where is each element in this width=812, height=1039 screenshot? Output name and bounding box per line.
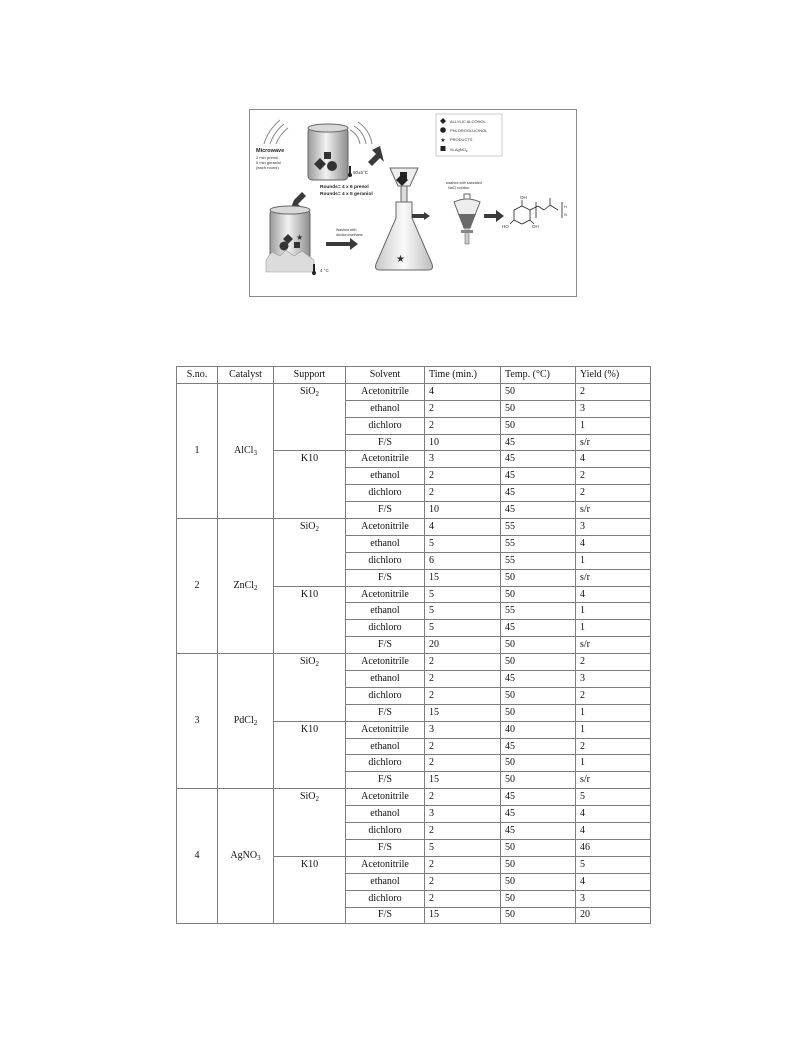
cell-temp: 50 bbox=[501, 637, 576, 654]
cell-yield: 2 bbox=[576, 654, 651, 671]
arrow-to-flask-icon bbox=[326, 238, 358, 250]
cell-time: 2 bbox=[425, 417, 501, 434]
molecule-n: N bbox=[564, 212, 567, 217]
cell-solvent: ethanol bbox=[346, 468, 425, 485]
cell-yield: s/r bbox=[576, 569, 651, 586]
cell-solvent: F/S bbox=[346, 839, 425, 856]
cell-solvent: dichloro bbox=[346, 687, 425, 704]
catalyst-formula: ZnCl bbox=[233, 580, 255, 592]
header-solvent: Solvent bbox=[346, 367, 425, 384]
arrow-to-funnel-icon bbox=[368, 146, 384, 166]
cell-solvent: Acetonitrile bbox=[346, 383, 425, 400]
cell-solvent: ethanol bbox=[346, 603, 425, 620]
cell-yield: 5 bbox=[576, 856, 651, 873]
cell-temp: 50 bbox=[501, 839, 576, 856]
cell-support bbox=[274, 654, 346, 722]
cell-yield: s/r bbox=[576, 434, 651, 451]
cell-time: 15 bbox=[425, 772, 501, 789]
catalyst-subscript: 3 bbox=[253, 448, 257, 457]
cell-yield: 2 bbox=[576, 687, 651, 704]
cell-time: 5 bbox=[425, 586, 501, 603]
cell-solvent: ethanol bbox=[346, 671, 425, 688]
cell-solvent: dichloro bbox=[346, 823, 425, 840]
header-time: Time (min.) bbox=[425, 367, 501, 384]
cell-solvent: F/S bbox=[346, 772, 425, 789]
cell-yield: 4 bbox=[576, 823, 651, 840]
cold-jar-icon bbox=[266, 206, 314, 272]
cell-solvent: ethanol bbox=[346, 400, 425, 417]
microwave-line-1: 2 min prenol bbox=[256, 155, 279, 160]
legend-label-allylic: ALLYLIC ALCOHOL bbox=[450, 119, 486, 124]
cell-temp: 45 bbox=[501, 671, 576, 688]
cell-temp: 50 bbox=[501, 772, 576, 789]
cell-yield: 5 bbox=[576, 789, 651, 806]
cell-time: 2 bbox=[425, 485, 501, 502]
cell-sno: 4 bbox=[177, 789, 218, 924]
cell-yield: 1 bbox=[576, 552, 651, 569]
cell-time: 3 bbox=[425, 451, 501, 468]
legend-label-si-agno3: Si-AgNO$_3$ bbox=[450, 147, 468, 153]
legend-label-products: PRODUCTS bbox=[450, 137, 473, 142]
cell-time: 4 bbox=[425, 519, 501, 536]
cell-solvent: F/S bbox=[346, 907, 425, 924]
cell-temp: 50 bbox=[501, 586, 576, 603]
cell-yield: 20 bbox=[576, 907, 651, 924]
cell-sno: 3 bbox=[177, 654, 218, 789]
cell-time: 6 bbox=[425, 552, 501, 569]
cell-time: 2 bbox=[425, 823, 501, 840]
cell-yield: 4 bbox=[576, 451, 651, 468]
cell-solvent: dichloro bbox=[346, 417, 425, 434]
support-name: K10 bbox=[300, 858, 319, 870]
erlenmeyer-flask-icon bbox=[376, 202, 433, 270]
molecule-h: H bbox=[564, 204, 567, 209]
cell-temp: 45 bbox=[501, 823, 576, 840]
cell-time: 15 bbox=[425, 569, 501, 586]
table-header-row bbox=[177, 367, 651, 384]
temp-cold-label: 4 °C bbox=[320, 268, 329, 273]
microwave-title: Microwave bbox=[256, 148, 285, 154]
cell-temp: 45 bbox=[501, 468, 576, 485]
cell-solvent: F/S bbox=[346, 637, 425, 654]
cell-time: 5 bbox=[425, 839, 501, 856]
cell-temp: 45 bbox=[501, 451, 576, 468]
header-support: Support bbox=[274, 367, 346, 384]
cell-catalyst bbox=[218, 383, 274, 518]
cell-temp: 50 bbox=[501, 755, 576, 772]
catalyst-formula: PdCl bbox=[233, 715, 254, 727]
cell-temp: 50 bbox=[501, 704, 576, 721]
cell-time: 2 bbox=[425, 755, 501, 772]
process-diagram bbox=[250, 110, 576, 296]
cell-yield: 4 bbox=[576, 586, 651, 603]
cell-solvent: ethanol bbox=[346, 535, 425, 552]
table-row bbox=[177, 789, 651, 806]
cell-temp: 45 bbox=[501, 738, 576, 755]
cell-temp: 50 bbox=[501, 890, 576, 907]
cell-time: 2 bbox=[425, 856, 501, 873]
cell-temp: 40 bbox=[501, 721, 576, 738]
cell-time: 2 bbox=[425, 890, 501, 907]
cell-support bbox=[274, 721, 346, 789]
header-catalyst: Catalyst bbox=[218, 367, 274, 384]
cell-solvent: F/S bbox=[346, 434, 425, 451]
molecule-oh-left: HO bbox=[502, 224, 509, 229]
cell-solvent: dichloro bbox=[346, 755, 425, 772]
cell-time: 3 bbox=[425, 806, 501, 823]
cell-temp: 45 bbox=[501, 502, 576, 519]
cell-time: 4 bbox=[425, 383, 501, 400]
cell-time: 2 bbox=[425, 468, 501, 485]
table-row bbox=[177, 383, 651, 400]
support-name: K10 bbox=[300, 453, 319, 465]
cell-support bbox=[274, 383, 346, 451]
molecule-oh-top: OH bbox=[520, 195, 527, 200]
cell-solvent: Acetonitrile bbox=[346, 789, 425, 806]
cell-yield: s/r bbox=[576, 637, 651, 654]
cell-yield: 1 bbox=[576, 755, 651, 772]
cell-support bbox=[274, 789, 346, 857]
support-name: K10 bbox=[300, 588, 319, 600]
cell-solvent: dichloro bbox=[346, 552, 425, 569]
molecule-oh-right: OH bbox=[532, 224, 539, 229]
cell-solvent: Acetonitrile bbox=[346, 654, 425, 671]
cell-yield: 4 bbox=[576, 873, 651, 890]
cell-time: 10 bbox=[425, 434, 501, 451]
catalyst-subscript: 2 bbox=[253, 719, 258, 728]
cell-temp: 55 bbox=[501, 603, 576, 620]
cell-sno: 2 bbox=[177, 519, 218, 654]
cell-yield: 3 bbox=[576, 519, 651, 536]
cell-temp: 50 bbox=[501, 654, 576, 671]
cell-time: 2 bbox=[425, 671, 501, 688]
cell-temp: 50 bbox=[501, 873, 576, 890]
support-subscript: 2 bbox=[315, 660, 320, 669]
cell-temp: 50 bbox=[501, 856, 576, 873]
legend-circle-icon bbox=[440, 127, 446, 133]
cell-time: 5 bbox=[425, 620, 501, 637]
cell-temp: 45 bbox=[501, 806, 576, 823]
cell-solvent: Acetonitrile bbox=[346, 451, 425, 468]
cell-time: 2 bbox=[425, 400, 501, 417]
cell-yield: 46 bbox=[576, 839, 651, 856]
rounds-prenol: Rounds= 4 x 6 prenol bbox=[320, 185, 369, 190]
cell-time: 10 bbox=[425, 502, 501, 519]
cell-yield: 2 bbox=[576, 485, 651, 502]
cell-yield: 2 bbox=[576, 738, 651, 755]
cell-solvent: Acetonitrile bbox=[346, 856, 425, 873]
cell-temp: 50 bbox=[501, 383, 576, 400]
cell-support bbox=[274, 856, 346, 924]
washed-dcm-line-1: Washed with bbox=[336, 228, 357, 232]
cell-support bbox=[274, 519, 346, 587]
cell-solvent: F/S bbox=[346, 704, 425, 721]
table-row bbox=[177, 654, 651, 671]
support-subscript: 2 bbox=[315, 525, 320, 534]
header-yield: Yield (%) bbox=[576, 367, 651, 384]
cell-temp: 55 bbox=[501, 552, 576, 569]
cell-solvent: F/S bbox=[346, 502, 425, 519]
rounds-geraniol: Rounds= 4 x 5 geraniol bbox=[320, 192, 373, 197]
cell-solvent: ethanol bbox=[346, 806, 425, 823]
microwave-line-3: (each round) bbox=[256, 165, 279, 170]
cell-solvent: dichloro bbox=[346, 620, 425, 637]
support-subscript: 2 bbox=[315, 389, 320, 398]
cell-temp: 50 bbox=[501, 907, 576, 924]
temp-hot-label: 50±5°C bbox=[353, 170, 369, 175]
cell-yield: 3 bbox=[576, 400, 651, 417]
cell-solvent: ethanol bbox=[346, 873, 425, 890]
cell-yield: s/r bbox=[576, 772, 651, 789]
cell-yield: 1 bbox=[576, 620, 651, 637]
cell-catalyst bbox=[218, 519, 274, 654]
cell-time: 2 bbox=[425, 654, 501, 671]
cell-temp: 50 bbox=[501, 569, 576, 586]
separatory-funnel-icon bbox=[454, 194, 480, 244]
microwave-jar-icon bbox=[308, 124, 348, 180]
table-row bbox=[177, 519, 651, 536]
header-sno: S.no. bbox=[177, 367, 218, 384]
figure-legend bbox=[436, 114, 502, 156]
support-name: SiO bbox=[299, 656, 316, 668]
cell-yield: 1 bbox=[576, 704, 651, 721]
cell-solvent: Acetonitrile bbox=[346, 721, 425, 738]
thermometer-hot-icon bbox=[348, 166, 352, 177]
cell-time: 3 bbox=[425, 721, 501, 738]
cell-temp: 45 bbox=[501, 434, 576, 451]
support-subscript: 2 bbox=[315, 795, 320, 804]
support-name: SiO bbox=[299, 385, 316, 397]
cell-temp: 45 bbox=[501, 789, 576, 806]
cell-temp: 50 bbox=[501, 400, 576, 417]
cell-yield: 1 bbox=[576, 603, 651, 620]
legend-label-phloroglucinol: PHLOROGLUCINOL bbox=[450, 128, 488, 133]
filter-funnel-icon bbox=[390, 168, 418, 204]
cell-time: 2 bbox=[425, 873, 501, 890]
cell-solvent: Acetonitrile bbox=[346, 586, 425, 603]
cell-time: 2 bbox=[425, 687, 501, 704]
washed-dcm-line-2: dichloromethane bbox=[336, 233, 363, 237]
cell-support bbox=[274, 451, 346, 519]
catalyst-subscript: 3 bbox=[257, 854, 261, 863]
cell-sno: 1 bbox=[177, 383, 218, 518]
washed-nacl-line-1: washed with saturated bbox=[446, 181, 482, 185]
legend-star-icon: ★ bbox=[440, 138, 446, 144]
arrow-to-product-icon bbox=[484, 210, 504, 222]
cell-time: 5 bbox=[425, 535, 501, 552]
cell-solvent: dichloro bbox=[346, 890, 425, 907]
cell-yield: 3 bbox=[576, 671, 651, 688]
support-name: K10 bbox=[300, 723, 319, 735]
cell-yield: 3 bbox=[576, 890, 651, 907]
cell-temp: 55 bbox=[501, 519, 576, 536]
cell-temp: 50 bbox=[501, 417, 576, 434]
header-temp: Temp. (°C) bbox=[501, 367, 576, 384]
svg-text:★: ★ bbox=[396, 254, 405, 265]
support-name: SiO bbox=[299, 521, 316, 533]
cell-temp: 45 bbox=[501, 620, 576, 637]
process-figure bbox=[249, 109, 577, 297]
microwave-line-2: 5 min geraniol bbox=[256, 160, 282, 165]
cell-catalyst bbox=[218, 789, 274, 924]
cell-yield: 4 bbox=[576, 535, 651, 552]
cell-temp: 50 bbox=[501, 687, 576, 704]
cell-catalyst bbox=[218, 654, 274, 789]
cell-yield: 1 bbox=[576, 721, 651, 738]
cell-temp: 45 bbox=[501, 485, 576, 502]
cell-support bbox=[274, 586, 346, 654]
washed-nacl-line-2: NaCl solution bbox=[448, 186, 470, 190]
cell-time: 20 bbox=[425, 637, 501, 654]
cell-yield: s/r bbox=[576, 502, 651, 519]
cell-yield: 2 bbox=[576, 383, 651, 400]
cell-time: 5 bbox=[425, 603, 501, 620]
svg-text:★: ★ bbox=[296, 233, 304, 242]
cell-time: 2 bbox=[425, 789, 501, 806]
cell-time: 15 bbox=[425, 907, 501, 924]
cell-yield: 4 bbox=[576, 806, 651, 823]
table-body bbox=[177, 383, 651, 924]
cell-temp: 55 bbox=[501, 535, 576, 552]
cell-solvent: Acetonitrile bbox=[346, 519, 425, 536]
catalyst-formula: AgNO bbox=[230, 850, 258, 862]
product-molecule-icon bbox=[510, 198, 562, 224]
cell-yield: 1 bbox=[576, 417, 651, 434]
cell-time: 15 bbox=[425, 704, 501, 721]
catalyst-formula: AlCl bbox=[234, 444, 254, 456]
cell-solvent: F/S bbox=[346, 569, 425, 586]
cell-solvent: ethanol bbox=[346, 738, 425, 755]
cell-solvent: dichloro bbox=[346, 485, 425, 502]
cell-time: 2 bbox=[425, 738, 501, 755]
legend-square-icon bbox=[441, 146, 446, 151]
support-name: SiO bbox=[299, 791, 316, 803]
catalyst-subscript: 2 bbox=[254, 584, 258, 593]
results-table bbox=[176, 366, 651, 924]
cell-yield: 2 bbox=[576, 468, 651, 485]
